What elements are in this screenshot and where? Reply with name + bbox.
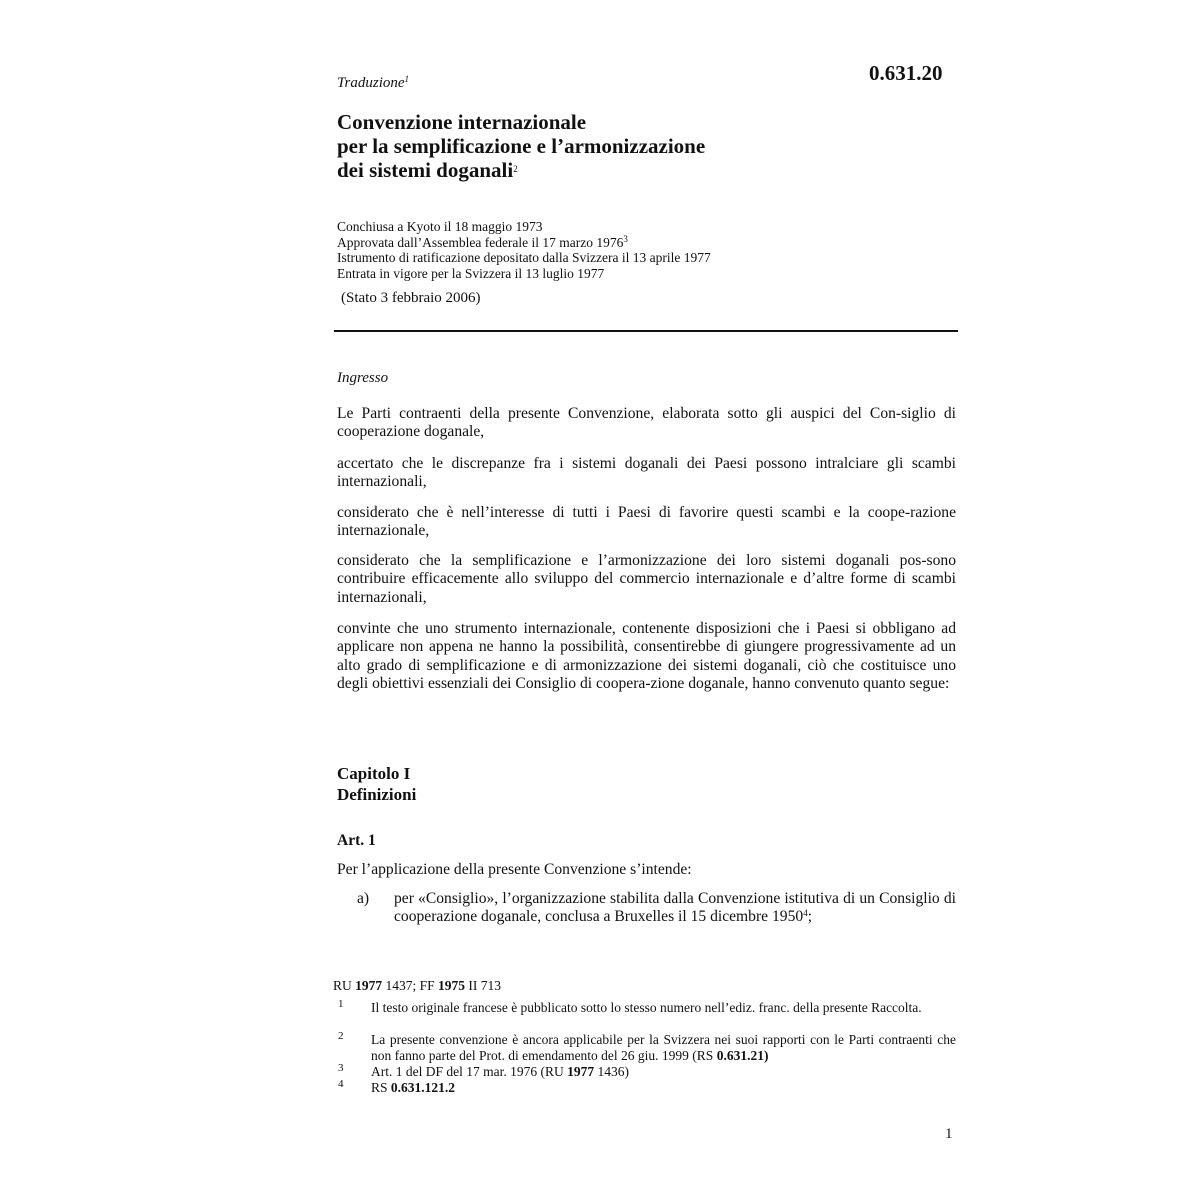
chapter-title: Definizioni xyxy=(337,785,417,804)
list-item-suffix: ; xyxy=(807,908,813,926)
ru-mid: 1437; FF xyxy=(382,978,439,993)
ff-year: 1975 xyxy=(438,978,466,993)
document-metadata xyxy=(337,219,711,281)
list-item-letter: a) xyxy=(357,890,370,907)
footnote-3-suffix: 1436) xyxy=(594,1064,629,1079)
chapter-number: Capitolo I xyxy=(337,764,411,783)
footnote-text xyxy=(371,1080,956,1096)
footnote-number: 3 xyxy=(338,1062,344,1074)
list-item-body: per «Consiglio», l’organizzazione stabilita dalla Convenzione istitutiva di un Consiglio di cooperazione doganale, conclusa a Bruxelles il 15 dicembre 1950 xyxy=(394,890,956,926)
chapter-heading xyxy=(337,763,416,805)
translation-label xyxy=(337,75,409,92)
status-date: (Stato 3 febbraio 2006) xyxy=(341,290,481,306)
preamble-paragraph: considerato che la semplificazione e l’armonizzazione dei loro sistemi doganali pos-sono contribuire efficacemente allo sviluppo del commercio internazionale e d’altre forme di scambi internazionali, xyxy=(337,552,956,606)
footnote-text: Il testo originale francese è pubblicato sotto lo stesso numero nell’ediz. franc. della presente Raccolta. xyxy=(371,1000,922,1015)
footnote-2-ref[interactable]: 0.631.21) xyxy=(716,1047,769,1063)
title-line-2: per la semplificazione e l’armonizzazione xyxy=(337,134,706,158)
preamble-paragraph: Le Parti contraenti della presente Convenzione, elaborata sotto gli auspici del Con-siglio di cooperazione doganale, xyxy=(337,405,956,441)
article-heading: Art. 1 xyxy=(337,832,376,849)
footnote-text xyxy=(371,1032,956,1063)
footnote-4-ref[interactable]: 0.631.121.2 xyxy=(390,1080,456,1095)
footnote-3-text: Art. 1 del DF del 17 mar. 1976 (RU xyxy=(371,1064,568,1079)
preamble-paragraph: convinte che uno strumento internazionale, contenente disposizioni che i Paesi si obbligano ad applicare non appena ne hanno la possibilità, consentirebbe di giungere progressivamente ad un alto grado di semplificazione e di armonizzazione dei sistemi doganali, ciò che costituisce uno degli obiettivi essenziali dei Consiglio di coopera-zione doganale, hanno convenuto quanto segue: xyxy=(337,620,956,692)
header-divider xyxy=(334,330,958,332)
meta-concluded: Conchiusa a Kyoto il 18 maggio 1973 xyxy=(337,219,543,234)
footnote-2-text: La presente convenzione è ancora applicabile per la Svizzera nei suoi rapporti con le Parti contraenti che non fanno parte del Prot. di emendamento del 26 giu. 1999 (RS xyxy=(371,1032,956,1063)
article-intro: Per l’applicazione della presente Convenzione s’intende: xyxy=(337,861,692,878)
ru-prefix: RU xyxy=(333,978,356,993)
translation-text: Traduzione xyxy=(337,75,405,91)
document-title xyxy=(337,110,837,182)
meta-approved-text: Approvata dall’Assemblea federale il 17 marzo 1976 xyxy=(337,234,624,250)
footnote-ref-4[interactable]: 4 xyxy=(803,908,808,919)
page-number: 1 xyxy=(945,1126,953,1142)
ff-rest: II 713 xyxy=(465,978,502,993)
footnote-3-ref[interactable]: 1977 xyxy=(567,1064,595,1079)
meta-approved xyxy=(337,235,711,251)
title-line-1: Convenzione internazionale xyxy=(337,110,587,134)
preamble-paragraph: considerato che è nell’interesse di tutti i Paesi di favorire questi scambi e la coope-razione internazionale, xyxy=(337,504,956,540)
footnote-ref-3[interactable]: 3 xyxy=(623,233,628,244)
document-number: 0.631.20 xyxy=(869,61,943,85)
footnote-4-text: RS xyxy=(371,1080,391,1095)
publication-reference xyxy=(333,978,501,994)
ru-year: 1977 xyxy=(355,978,383,993)
list-item-text xyxy=(394,890,956,927)
footnote-number: 1 xyxy=(338,998,344,1010)
footnote-ref-1[interactable]: 1 xyxy=(404,74,410,84)
title-line-3-text: dei sistemi doganali xyxy=(337,158,514,182)
meta-entry-into-force: Entrata in vigore per la Svizzera il 13 luglio 1977 xyxy=(337,265,605,281)
footnote-number: 2 xyxy=(338,1030,344,1042)
preamble-paragraph: accertato che le discrepanze fra i sistemi doganali dei Paesi possono intralciare gli scambi internazionali, xyxy=(337,455,956,491)
meta-ratification: Istrumento di ratificazione depositato dalla Svizzera il 13 aprile 1977 xyxy=(337,250,711,265)
title-line-3 xyxy=(337,158,837,182)
preamble-heading: Ingresso xyxy=(337,370,389,386)
footnote-text xyxy=(371,1064,956,1080)
footnote-number: 4 xyxy=(338,1078,344,1090)
footnote-ref-2[interactable]: 2 xyxy=(513,164,518,174)
